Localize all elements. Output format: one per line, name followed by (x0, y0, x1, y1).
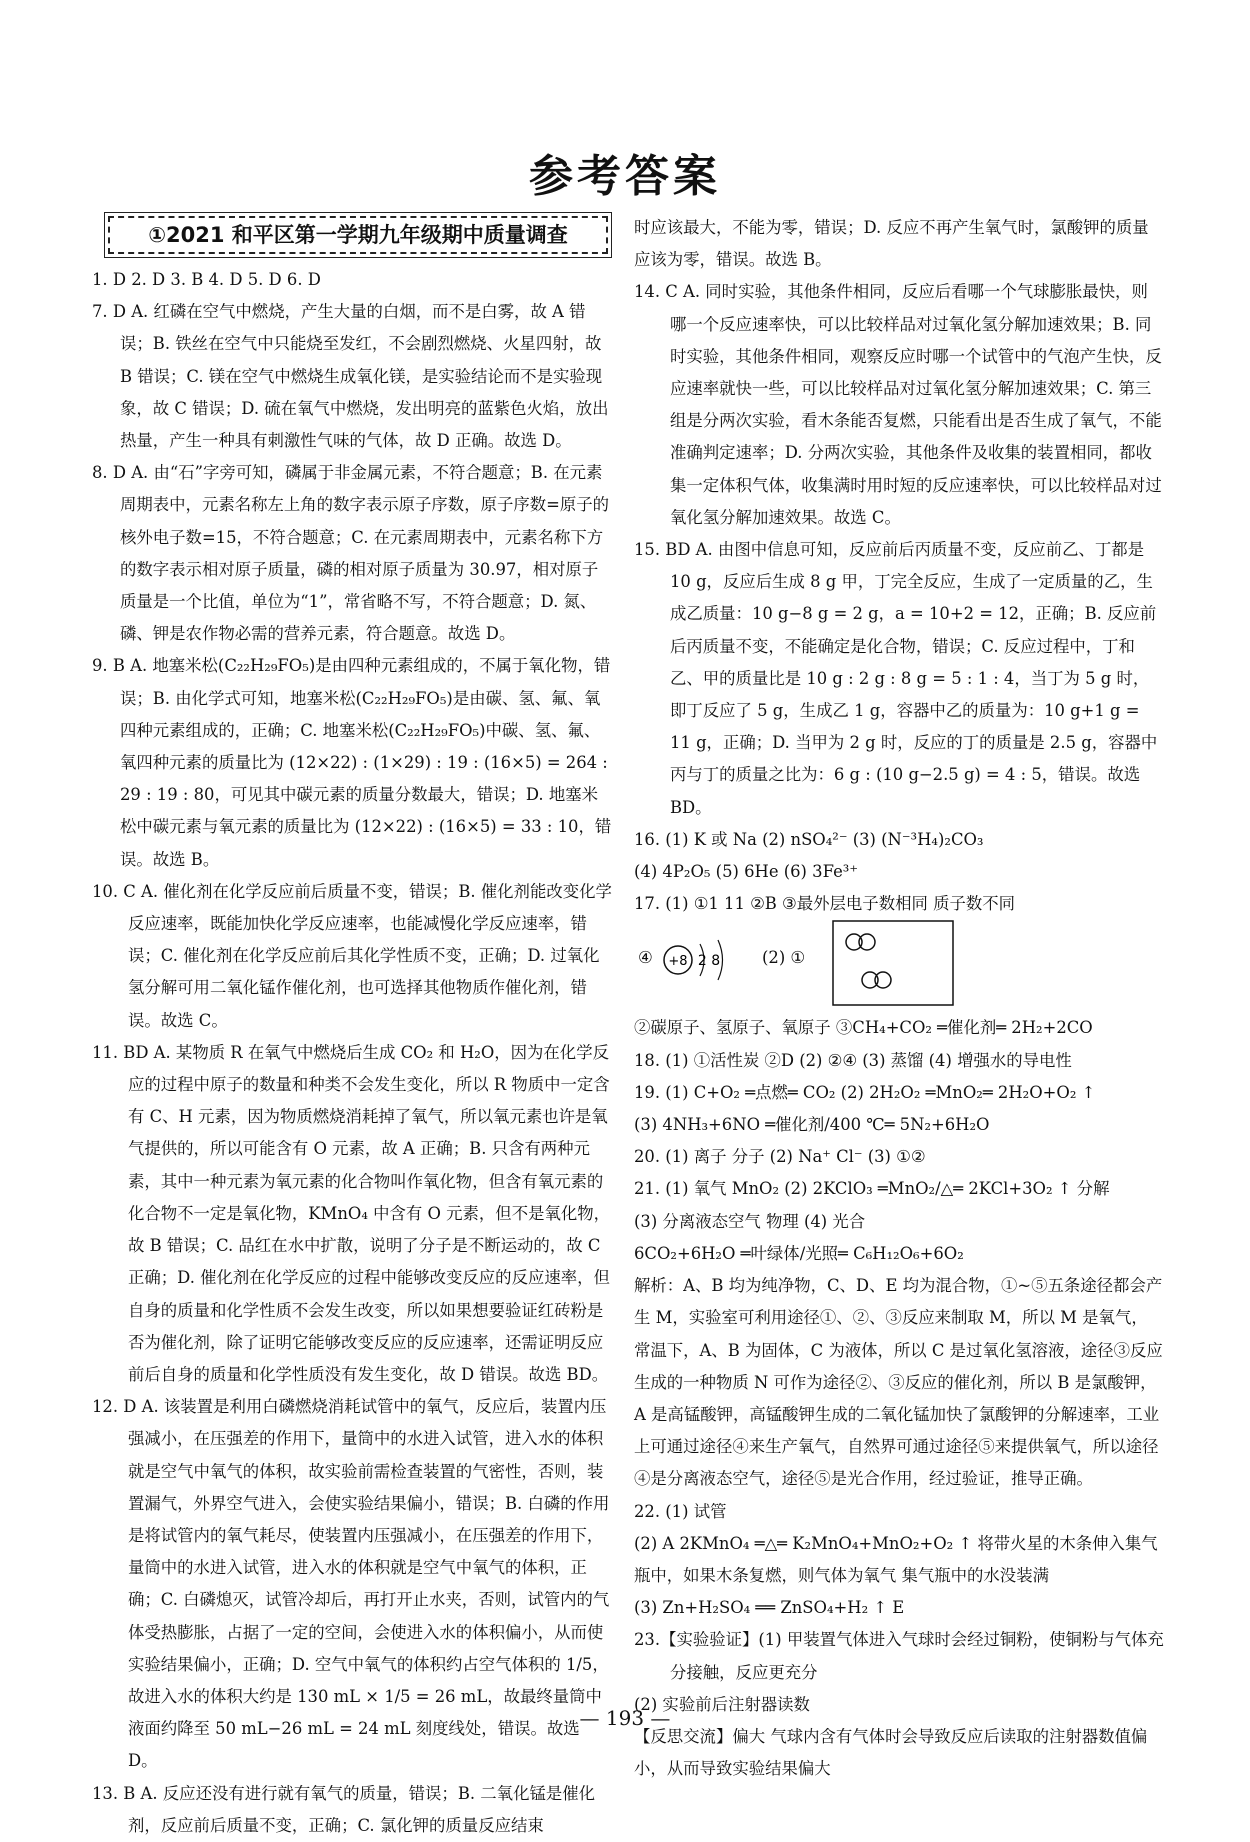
q17-part4-label: ④ (638, 948, 653, 968)
q17-part2-label: (2) ① (762, 948, 806, 968)
page-title: 参考答案 (529, 151, 721, 202)
answer-line: 23.【实验验证】(1) 甲装置气体进入气球时会经过铜粉，使铜粉与气体充分接触，反应更充分 (634, 1630, 1164, 1682)
left-column (92, 212, 614, 1842)
answer-line: 18. (1) ①活性炭 ②D (2) ②④ (3) 蒸馏 (4) 增强水的导电性 (634, 1050, 1072, 1070)
answer-line: (3) 4NH₃+6NO ═催化剂/400 ℃═ 5N₂+6H₂O (634, 1115, 990, 1135)
answer-line: (2) A 2KMnO₄ ═△═ K₂MnO₄+MnO₂+O₂ ↑ 将带火星的木条伸入集气瓶中，如果木条复燃，则气体为氧气 集气瓶中的水没装满 (634, 1533, 1158, 1585)
answer-line: (4) 4P₂O₅ (5) 6He (6) 3Fe³⁺ (634, 862, 858, 882)
atom-shell-label: 2 8 (697, 953, 721, 970)
atom-structure-diagram (660, 926, 750, 996)
answer-line: 7. D A. 红磷在空气中燃烧，产生大量的白烟，而不是白雾，故 A 错误；B. 铁丝在空气中只能烧至发红，不会剧烈燃烧、火星四射，故 B 错误；C. 镁在空气中燃烧生成氧化镁，是实验结论而不是实验现象，故 C 错误；D. 硫在氧气中燃烧，发出明亮的蓝紫色火焰，放出热量，产生一种具有刺激性气味的气体，故 D 正确。故选 D。 (92, 302, 609, 451)
answer-line: 13. B A. 反应还没有进行就有氧气的质量，错误；B. 二氧化锰是催化剂，反应前后质量不变，正确；C. 氯化钾的质量反应结束 (92, 1783, 596, 1835)
answer-line: 12. D A. 该装置是利用白磷燃烧消耗试管中的氧气，反应后，装置内压强减小，在压强差的作用下，量筒中的水进入试管，进入水的体积就是空气中氧气的体积，故实验前需检查装置的气密性，否则，装置漏气，外界空气进入，会使实验结果偏小，错误；B. 白磷的作用是将试管内的氧气耗尽，使装置内压强减小，在压强差的作用下，量筒中的水进入试管，进入水的体积就是空气中氧气的体积，正确；C. 白磷熄灭，试管冷却后，再打开止水夹，否则，试管内的气体受热膨胀，占据了一定的空间，会使进入水的体积偏小，从而使实验结果偏小，正确；D. 空气中氧气的体积约占空气体积的 1/5，故进入水的体积大约是 130 mL × 1/5 = 26 mL，故最终量筒中液面约降至 50 mL−26 mL = 24 mL 刻度线处，错误。故选 D。 (92, 1397, 610, 1771)
molecule-box-diagram (832, 920, 956, 1008)
answer-line: 1. D 2. D 3. B 4. D 5. D 6. D (92, 270, 321, 289)
answer-line: (2) 实验前后注射器读数 (634, 1694, 810, 1714)
answer-line: 15. BD A. 由图中信息可知，反应前后丙质量不变，反应前乙、丁都是 10 g，反应后生成 8 g 甲，丁完全反应，生成了一定质量的乙，生成乙质量：10 g−8 g = 2 g，a = 10+2 = 12，正确；B. 反应前后丙质量不变，不能确定是化合物，错误；C. 反应过程中，丁和乙、甲的质量比是 10 g : 2 g : 8 g = 5 : 1 : 4，当丁为 5 g 时，即丁反应了 5 g，生成乙 1 g，容器中乙的质量为：10 g+1 g = 11 g，正确；D. 当甲为 2 g 时，反应的丁的质量是 2.5 g，容器中丙与丁的质量之比为：6 g : (10 g−2.5 g) = 4 : 5，错误。故选 BD。 (634, 540, 1158, 817)
answer-line: 10. C A. 催化剂在化学反应前后质量不变，错误；B. 催化剂能改变化学反应速率，既能加快化学反应速率，也能减慢化学反应速率，错误；C. 催化剂在化学反应前后其化学性质不变，正确；D. 过氧化氢分解可用二氧化锰作催化剂，也可选择其他物质作催化剂，错误。故选 C。 (92, 881, 612, 1030)
right-answers-a (634, 212, 1164, 920)
right-answers-b (634, 1012, 1164, 1785)
answer-line: 22. (1) 试管 (634, 1501, 727, 1521)
atom-nucleus-label: +8 (668, 954, 688, 970)
answer-line: 21. (1) 氧气 MnO₂ (2) 2KClO₃ ═MnO₂/△═ 2KCl+3O₂ ↑ 分解 (634, 1179, 1110, 1199)
answer-line: 14. C A. 同时实验，其他条件相同，反应后看哪一个气球膨胀最快，则哪一个反应速率快，可以比较样品对过氧化氢分解加速效果；B. 同时实验，其他条件相同，观察反应时哪一个试管中的气泡产生快，反应速率就快一些，可以比较样品对过氧化氢分解加速效果；C. 第三组是分两次实验，看木条能否复燃，只能看出是否生成了氧气，不能准确判定速率；D. 分两次实验，其他条件及收集的装置相同，都收集一定体积气体，收集满时用时短的反应速率快，可以比较样品对过氧化氢分解加速效果。故选 C。 (634, 282, 1162, 527)
answer-line: 8. D A. 由“石”字旁可知，磷属于非金属元素，不符合题意；B. 在元素周期表中，元素名称左上角的数字表示原子序数，原子序数=原子的核外电子数=15，不符合题意；C. 在元素周期表中，元素名称下方的数字表示相对原子质量，磷的相对原子质量为 30.97，相对原子质量是一个比值，单位为“1”，常省略不写，不符合题意；D. 氮、磷、钾是农作物必需的营养元素，符合题意。故选 D。 (92, 463, 610, 644)
answer-line: 解析：A、B 均为纯净物，C、D、E 均为混合物，①~⑤五条途径都会产生 M，实验室可利用途径①、②、③反应来制取 M，所以 M 是氧气，常温下，A、B 为固体，C 为液体，所以 C 是过氧化氢溶液，途径③反应生成的一种物质 N 可作为途径②、③反应的催化剂，所以 B 是氯酸钾，A 是高锰酸钾，高锰酸钾生成的二氧化锰加快了氯酸钾的分解速率，工业上可通过途径④来生产氧气，自然界可通过途径⑤来提供氧气，所以途径④是分离液态空气，途径⑤是光合作用，经过验证，推导正确。 (634, 1276, 1163, 1489)
answer-line: 【反思交流】偏大 气球内含有气体时会导致反应后读取的注射器数值偏小，从而导致实验结果偏大 (634, 1726, 1148, 1779)
answer-line: 16. (1) K 或 Na (2) nSO₄²⁻ (3) (N⁻³H₄)₂CO₃ (634, 829, 984, 849)
left-answers (92, 264, 614, 1842)
answer-line: 9. B A. 地塞米松(C₂₂H₂₉FO₅)是由四种元素组成的，不属于氧化物，错误；B. 由化学式可知，地塞米松(C₂₂H₂₉FO₅)是由碳、氢、氟、氧四种元素组成的，正确；C. 地塞米松(C₂₂H₂₉FO₅)中碳、氢、氟、氧四种元素的质量比为 (12×22) : (1×29) : 19 : (16×5) = 264 : 29 : 19 : 80，可见其中碳元素的质量分数最大，错误；D. 地塞米松中碳元素与氧元素的质量比为 (12×22) : (16×5) = 33 : 10，错误。故选 B。 (92, 656, 612, 869)
answer-line: 6CO₂+6H₂O ═叶绿体/光照═ C₆H₁₂O₆+6O₂ (634, 1243, 964, 1263)
answer-line: (3) 分离液态空气 物理 (4) 光合 (634, 1211, 866, 1231)
answer-line: ②碳原子、氢原子、氧原子 ③CH₄+CO₂ ═催化剂═ 2H₂+2CO (634, 1018, 1093, 1038)
answer-line: 11. BD A. 某物质 R 在氧气中燃烧后生成 CO₂ 和 H₂O，因为在化学反应的过程中原子的数量和种类不会发生变化，所以 R 物质中一定含有 C、H 元素，因为物质燃烧消耗掉了氧气，所以氧元素也许是氧气提供的，所以可能含有 O 元素，故 A 正确；B. 只含有两种元素，其中一种元素为氧元素的化合物叫作氧化物，但含有氧元素的化合物不一定是氧化物，KMnO₄ 中含有 O 元素，但不是氧化物，故 B 错误；C. 品红在水中扩散，说明了分子是不断运动的，故 C 正确；D. 催化剂在化学反应的过程中能够改变反应的反应速率，但自身的质量和化学性质不会发生改变，所以如果想要验证红砖粉是否为催化剂，除了证明它能够改变反应的反应速率，还需证明反应前后自身的质量和化学性质没有发生变化，故 D 错误。故选 BD。 (92, 1042, 611, 1384)
answer-line: 17. (1) ①1 11 ②B ③最外层电子数相同 质子数不同 (634, 894, 1016, 914)
answer-line: 时应该最大，不能为零，错误；D. 反应不再产生氧气时，氯酸钾的质量应该为零，错误。故选 B。 (634, 218, 1149, 270)
section-title: ①2021 和平区第一学期九年级期中质量调查 (108, 216, 608, 254)
page-number: — 193 — (579, 1706, 671, 1730)
answer-line: 20. (1) 离子 分子 (2) Na⁺ Cl⁻ (3) ①② (634, 1147, 926, 1167)
q17-diagram (634, 920, 1164, 1012)
answer-line: 19. (1) C+O₂ ═点燃═ CO₂ (2) 2H₂O₂ ═MnO₂═ 2H₂O+O₂ ↑ (634, 1082, 1096, 1102)
right-column (634, 212, 1164, 1785)
answer-line: (3) Zn+H₂SO₄ ══ ZnSO₄+H₂ ↑ E (634, 1598, 905, 1618)
